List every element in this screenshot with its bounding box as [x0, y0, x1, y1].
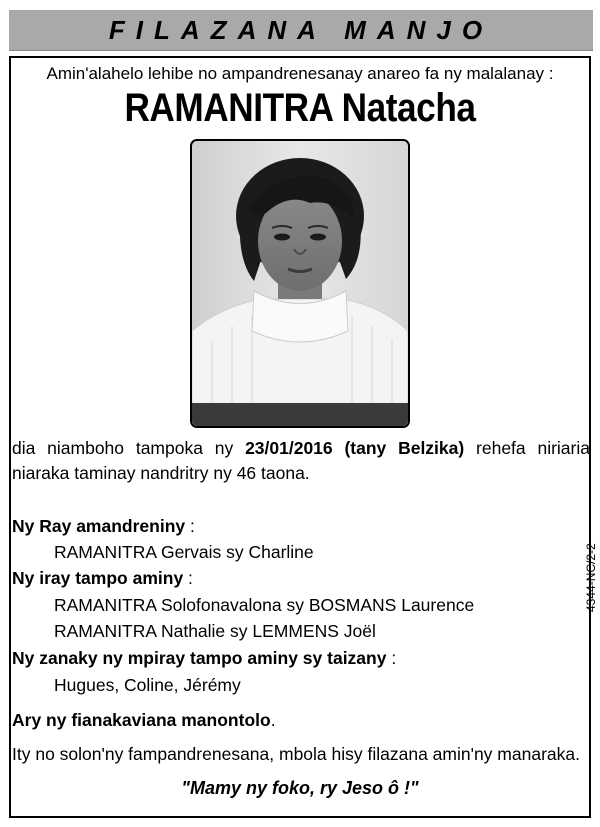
- banner-title: FILAZANA MANJO: [108, 14, 494, 45]
- announcement-text: [12, 436, 590, 486]
- closing-quote: "Mamy ny foko, ry Jeso ô !": [181, 778, 419, 798]
- family-member: RAMANITRA Nathalie sy LEMMENS Joël: [54, 621, 376, 641]
- family-member: Hugues, Coline, Jérémy: [54, 675, 241, 695]
- deceased-name: RAMANITRA Natacha: [124, 86, 476, 130]
- family-member: RAMANITRA Solofonavalona sy BOSMANS Laurence: [54, 595, 475, 615]
- announcement-part2: rehefa niriaria niaraka taminay nandritry ny 46 taona.: [12, 438, 590, 483]
- portrait-illustration: [192, 141, 408, 426]
- family-member: RAMANITRA Gervais sy Charline: [54, 542, 314, 562]
- closing-family: Ary ny fianakaviana manontolo.: [12, 710, 276, 730]
- reference-code: 4344-NC/2-2: [584, 543, 598, 612]
- announcement-part1: dia niamboho tampoka ny: [12, 438, 246, 458]
- death-date-place: 23/01/2016 (tany Belzika): [245, 438, 465, 458]
- intro-text: Amin'alahelo lehibe no ampandrenesanay anareo fa ny malalanay :: [46, 64, 554, 83]
- portrait-photo: [190, 139, 410, 428]
- notice-text: Ity no solon'ny fampandrenesana, mbola hisy filazana amin'ny manaraka.: [12, 744, 580, 764]
- family-heading-parents: Ny Ray amandreniny :: [12, 516, 195, 536]
- family-heading-siblings: Ny iray tampo aminy :: [12, 568, 193, 588]
- family-heading-nephews: Ny zanaky ny mpiray tampo aminy sy taizany :: [12, 648, 397, 668]
- header-banner: [9, 10, 593, 51]
